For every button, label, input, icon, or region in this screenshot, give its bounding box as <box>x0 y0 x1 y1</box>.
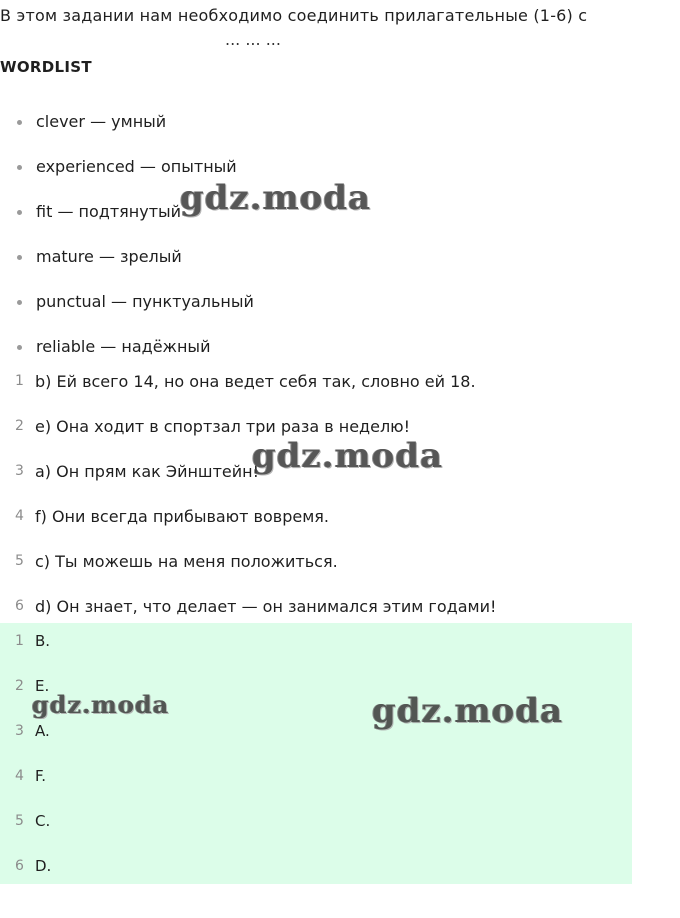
watermark-logo: gdz.moda <box>252 436 444 476</box>
watermark-logo: gdz.moda <box>32 690 170 719</box>
bullet-icon <box>17 345 22 350</box>
watermark-logo: gdz.moda <box>372 691 564 731</box>
bullet-icon <box>17 300 22 305</box>
wordlist-heading: WORDLIST <box>0 58 92 76</box>
intro-continuation-cut: ... ... ... <box>225 38 281 49</box>
bullet-icon <box>17 120 22 125</box>
watermark-logo: gdz.moda <box>180 178 372 218</box>
bullet-icon <box>17 165 22 170</box>
answers-panel: 1 B. 2 E. 3 A. 4 F. 5 C. 6 D. <box>0 623 632 884</box>
bullet-icon <box>17 255 22 260</box>
intro-text: В этом задании нам необходимо соединить прилагательные (1-6) с <box>0 6 588 25</box>
bullet-icon <box>17 210 22 215</box>
